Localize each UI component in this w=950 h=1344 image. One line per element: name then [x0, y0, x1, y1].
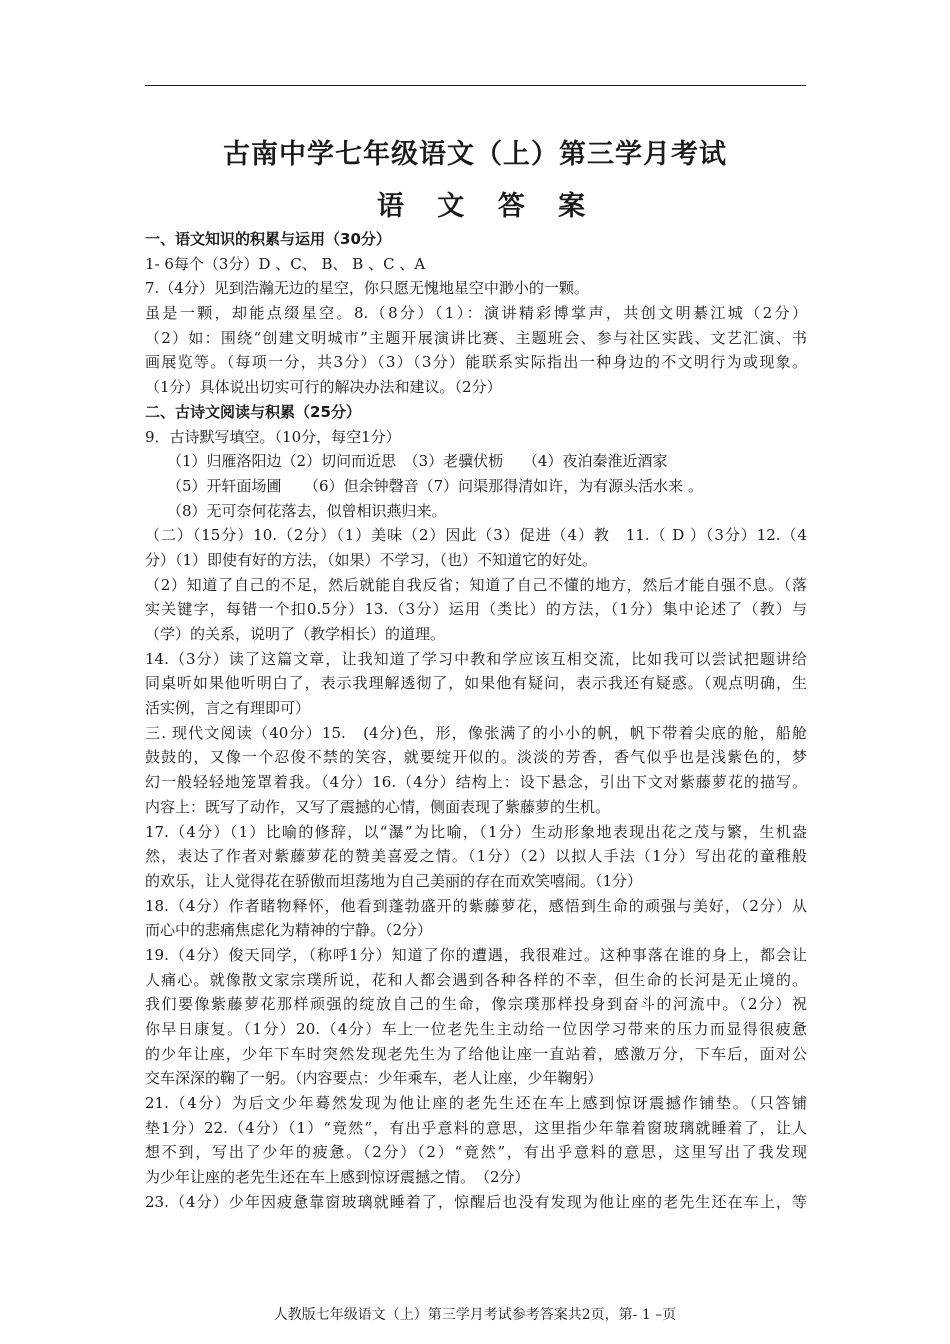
text-line: （8）无可奈何花落去，似曾相识燕归来。	[167, 501, 447, 520]
text-line: 21.（4分）为后文少年蓦然发现为他让座的老先生还在车上感到惊讶震撼作铺垫。（只答铺	[145, 1094, 807, 1113]
text-line: 虽是一颗，却能点缀星空。8.（8分）（1）：演讲精彩博掌声，共创文明綦江城（2分）	[145, 304, 807, 323]
text-line: （1分）具体说出切实可行的解决办法和建议。（2分）	[145, 378, 502, 397]
text-line: 然，表达了作者对紫藤萝花的赞美喜爱之情。（1分）（2）以拟人手法（1分）写出花的童稚般	[145, 847, 807, 866]
text-line: 幻一般轻轻地笼罩着我。（4分）16.（4分）结构上：设下悬念，引出下文对紫藤萝花的描写。	[145, 773, 807, 792]
section-heading: 一、语文知识的积累与运用（30分）	[145, 230, 391, 248]
text-line: 9．古诗默写填空。（10分，每空1分）	[145, 427, 401, 446]
text-line: 鼓鼓的，又像一个忍俊不禁的笑容，就要绽开似的。淡淡的芳香，香气似乎也是浅紫色的，梦	[145, 748, 807, 767]
text-line: 7.（4分）见到浩瀚无边的星空，你只愿无愧地星空中渺小的一颗。	[145, 279, 589, 298]
text-line: （二）（15分）10.（2分）（1）美味（2）因此（3）促进（4）教 11.（ D ）（3分）12.（4	[145, 526, 807, 545]
text-line: 而心中的悲痛焦虑化为精神的宁静。（2分）	[145, 921, 433, 940]
text-line: 人痛心。就像散文家宗璞所说，花和人都会遇到各种各样的不幸，但生命的长河是无止境的。	[145, 970, 807, 989]
text-line: 17.（4分）（1）比喻的修辞，以“瀑”为比喻，（1分）生动形象地表现出花之茂与繁，生机盎	[145, 822, 807, 841]
text-line: 19.（4分）俊天同学，（称呼1分）知道了你的遭遇，我很难过。这种事落在谁的身上，都会让	[145, 945, 807, 964]
text-line: 内容上：既写了动作，又写了震撼的心情，侧面表现了紫藤萝的生机。	[145, 797, 611, 816]
text-line: 分）（1）即使有好的方法，（如果）不学习，（也）不知道它的好处。	[145, 550, 598, 569]
page-subtitle: 语 文 答 案	[376, 191, 598, 222]
text-line: 活实例，言之有理即可）	[145, 699, 311, 718]
text-line: 想不到，写出了少年的疲惫。（2分）（2）“竟然”，有出乎意料的意思，这里写出了我发现	[145, 1143, 807, 1162]
page-footer: 人教版七年级语文（上）第三学月考试参考答案共2页，第- 1 –页	[273, 1307, 677, 1323]
text-line: 18.（4分）作者睹物释怀，他看到蓬勃盛开的紫藤萝花，感悟到生命的顽强与美好，（2分）从	[145, 896, 807, 915]
text-line: 我们要像紫藤萝花那样顽强的绽放自己的生命，像宗璞那样投身到奋斗的河流中。（2分）祝	[145, 995, 807, 1014]
text-line: 23.（4分）少年因疲惫靠窗玻璃就睡着了，惊醒后也没有发现为他让座的老先生还在车上，等	[145, 1192, 807, 1211]
section-heading-line: 三. 现代文阅读（40分）15. (4分)色，形，像张满了的小小的帆，帆下带着尖底的舱，船舱	[145, 723, 807, 742]
text-line: （2）如：围绕“创建文明城市”主题开展演讲比赛、主题班会、参与社区实践、文艺汇演、书	[145, 328, 807, 347]
text-line: 实关键字，每错一个扣0.5分）13.（3分）运用（类比）的方法，（1分）集中论述了（教）与	[145, 600, 807, 619]
header-rule	[145, 85, 806, 86]
text-line: （2）知道了自己的不足，然后就能自我反省；知道了自己不懂的地方，然后才能自强不息。（落	[145, 575, 807, 594]
text-line: （学）的关系，说明了（教学相长）的道理。	[145, 625, 446, 643]
text-line: （5）开轩面场圃 （6）但余钟磬音（7）问渠那得清如许，为有源头活水来 。	[167, 476, 703, 495]
text-line: 的少年让座，少年下车时突然发现老先生为了给他让座一直站着，感激万分，下车后，面对公	[145, 1044, 807, 1063]
text-line: 1- 6每个（3分）D 、C、 B、 B 、C 、A	[145, 254, 426, 273]
section-heading: 二、古诗文阅读与积累（25分）	[145, 402, 361, 421]
text-line: 画展览等。（每项一分，共3分）（3）（3分）能联系实际指出一种身边的不文明行为或现象。	[145, 353, 807, 372]
page-title: 古南中学七年级语文（上）第三学月考试	[223, 139, 727, 170]
text-line: 交车深深的鞠了一躬。（内容要点：少年乘车，老人让座，少年鞠躬）	[145, 1069, 603, 1088]
text-line: 垫1分）22.（4分）（1）“竟然”，有出乎意料的意思，这里指少年靠着窗玻璃就睡着了，让人	[145, 1118, 807, 1137]
text-line: （1）归雁洛阳边（2）切问而近思 （3）老骥伏枥 （4）夜泊秦淮近酒家	[167, 452, 668, 471]
text-line: 同桌听如果他听明白了，表示我理解透彻了，如果他有疑问，表示我还有疑惑。（观点明确，生	[145, 674, 807, 693]
text-line: 14.（3分）读了这篇文章，让我知道了学习中教和学应该互相交流，比如我可以尝试把题讲给	[145, 649, 807, 668]
answer-body	[145, 227, 807, 1215]
text-line: 为少年让座的老先生还在车上感到惊讶震撼之情。 （2分）	[145, 1168, 530, 1187]
text-line: 你早日康复。（1分）20.（4分）车上一位老先生主动给一位因学习带来的压力而显得很疲惫	[145, 1020, 807, 1038]
text-line: 的欢乐，让人觉得花在骄傲而坦荡地为自己美丽的存在而欢笑嘻闹。（1分）	[145, 871, 643, 890]
